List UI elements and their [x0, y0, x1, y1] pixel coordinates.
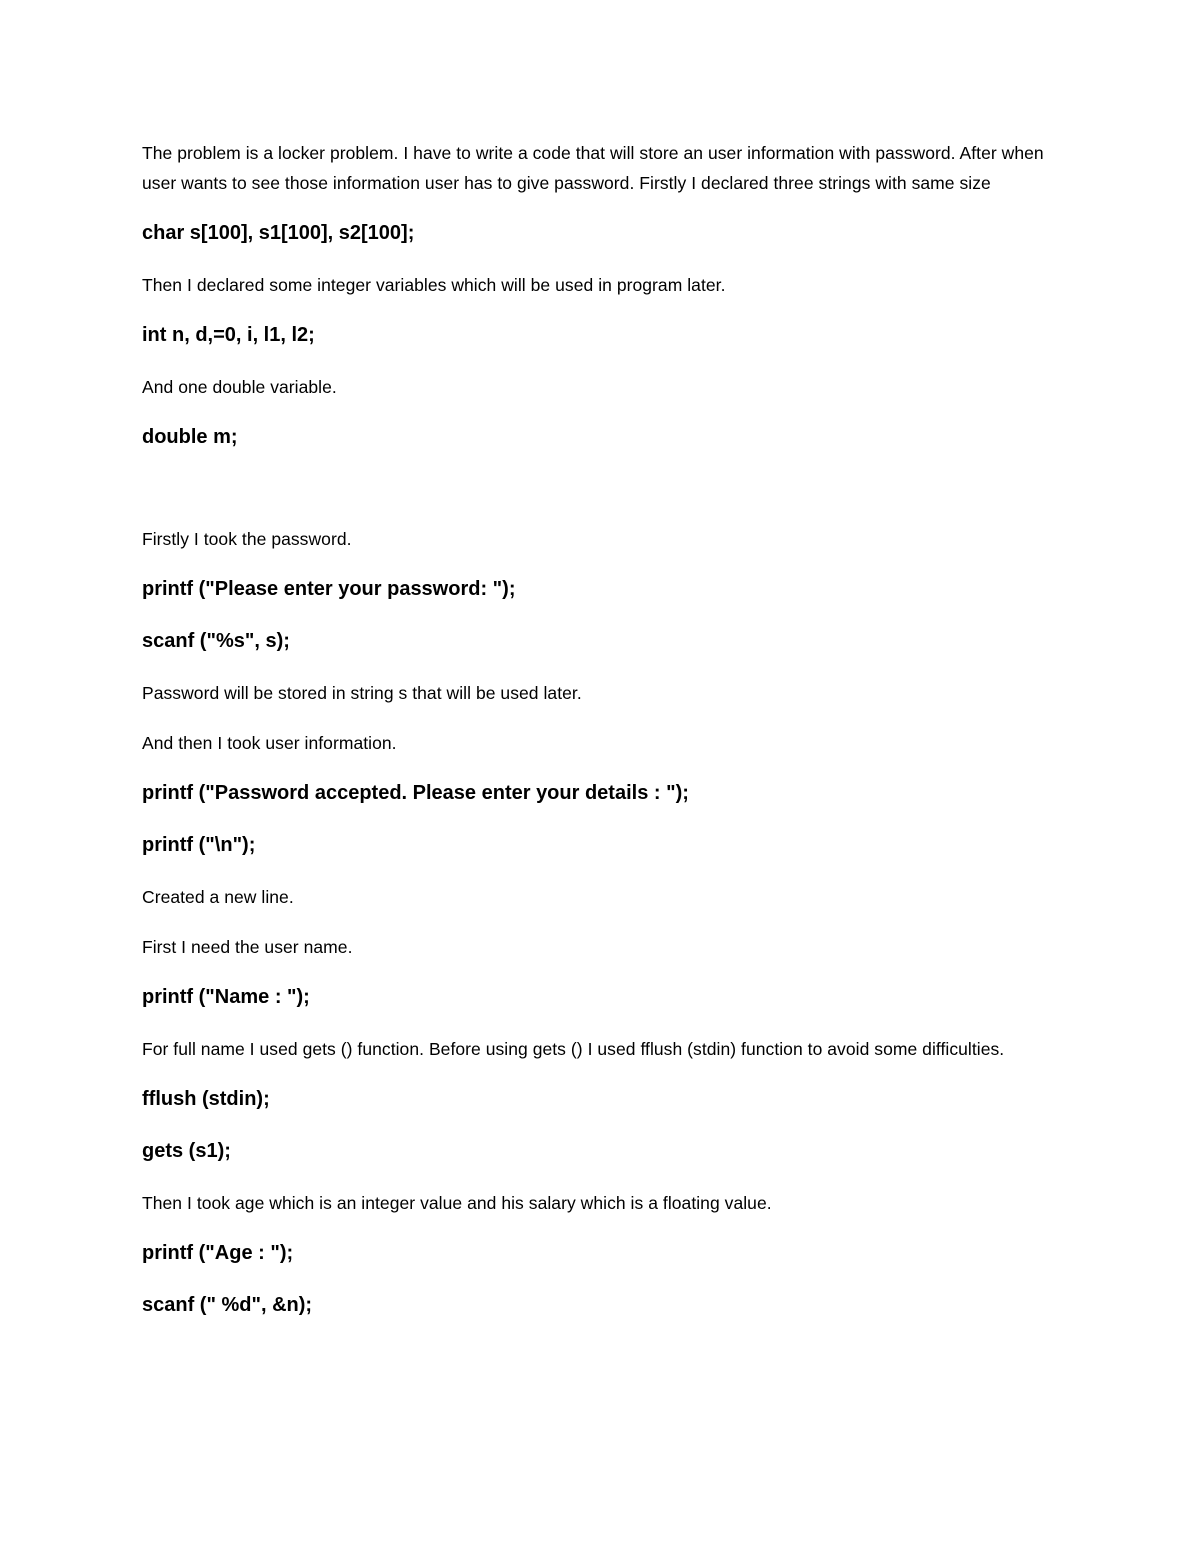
code-line-printf-password: printf ("Please enter your password: ");	[142, 578, 516, 600]
double-variable-paragraph: And one double variable.	[142, 377, 337, 397]
integer-variables-paragraph: Then I declared some integer variables which will be used in program later.	[142, 275, 726, 295]
code-line-char-declaration: char s[100], s1[100], s2[100];	[142, 222, 415, 244]
age-salary-paragraph: Then I took age which is an integer value and his salary which is a floating value.	[142, 1193, 772, 1213]
code-line-int-declaration: int n, d,=0, i, l1, l2;	[142, 324, 315, 346]
password-storage-paragraph: Password will be stored in string s that will be used later.	[142, 683, 582, 703]
user-name-paragraph: First I need the user name.	[142, 937, 353, 957]
code-line-gets: gets (s1);	[142, 1140, 231, 1162]
gets-function-paragraph: For full name I used gets () function. Before using gets () I used fflush (stdin) function to avoid some difficulties.	[142, 1039, 1005, 1059]
user-information-paragraph: And then I took user information.	[142, 733, 397, 753]
code-line-scanf-password: scanf ("%s", s);	[142, 630, 290, 652]
intro-paragraph: The problem is a locker problem. I have to write a code that will store an user information with password. After when user wants to see those information user has to give password. Firstly I declared three strings with same size	[142, 143, 1044, 193]
code-line-printf-accepted: printf ("Password accepted. Please enter your details : ");	[142, 782, 689, 804]
password-paragraph: Firstly I took the password.	[142, 529, 352, 549]
new-line-paragraph: Created a new line.	[142, 887, 294, 907]
code-line-printf-name: printf ("Name : ");	[142, 986, 310, 1008]
code-line-double-declaration: double m;	[142, 426, 238, 448]
code-line-printf-age: printf ("Age : ");	[142, 1242, 294, 1264]
document-body	[142, 138, 1052, 1320]
code-line-printf-newline: printf ("\n");	[142, 834, 256, 856]
code-line-scanf-age: scanf (" %d", &n);	[142, 1294, 313, 1316]
code-line-fflush: fflush (stdin);	[142, 1088, 270, 1110]
